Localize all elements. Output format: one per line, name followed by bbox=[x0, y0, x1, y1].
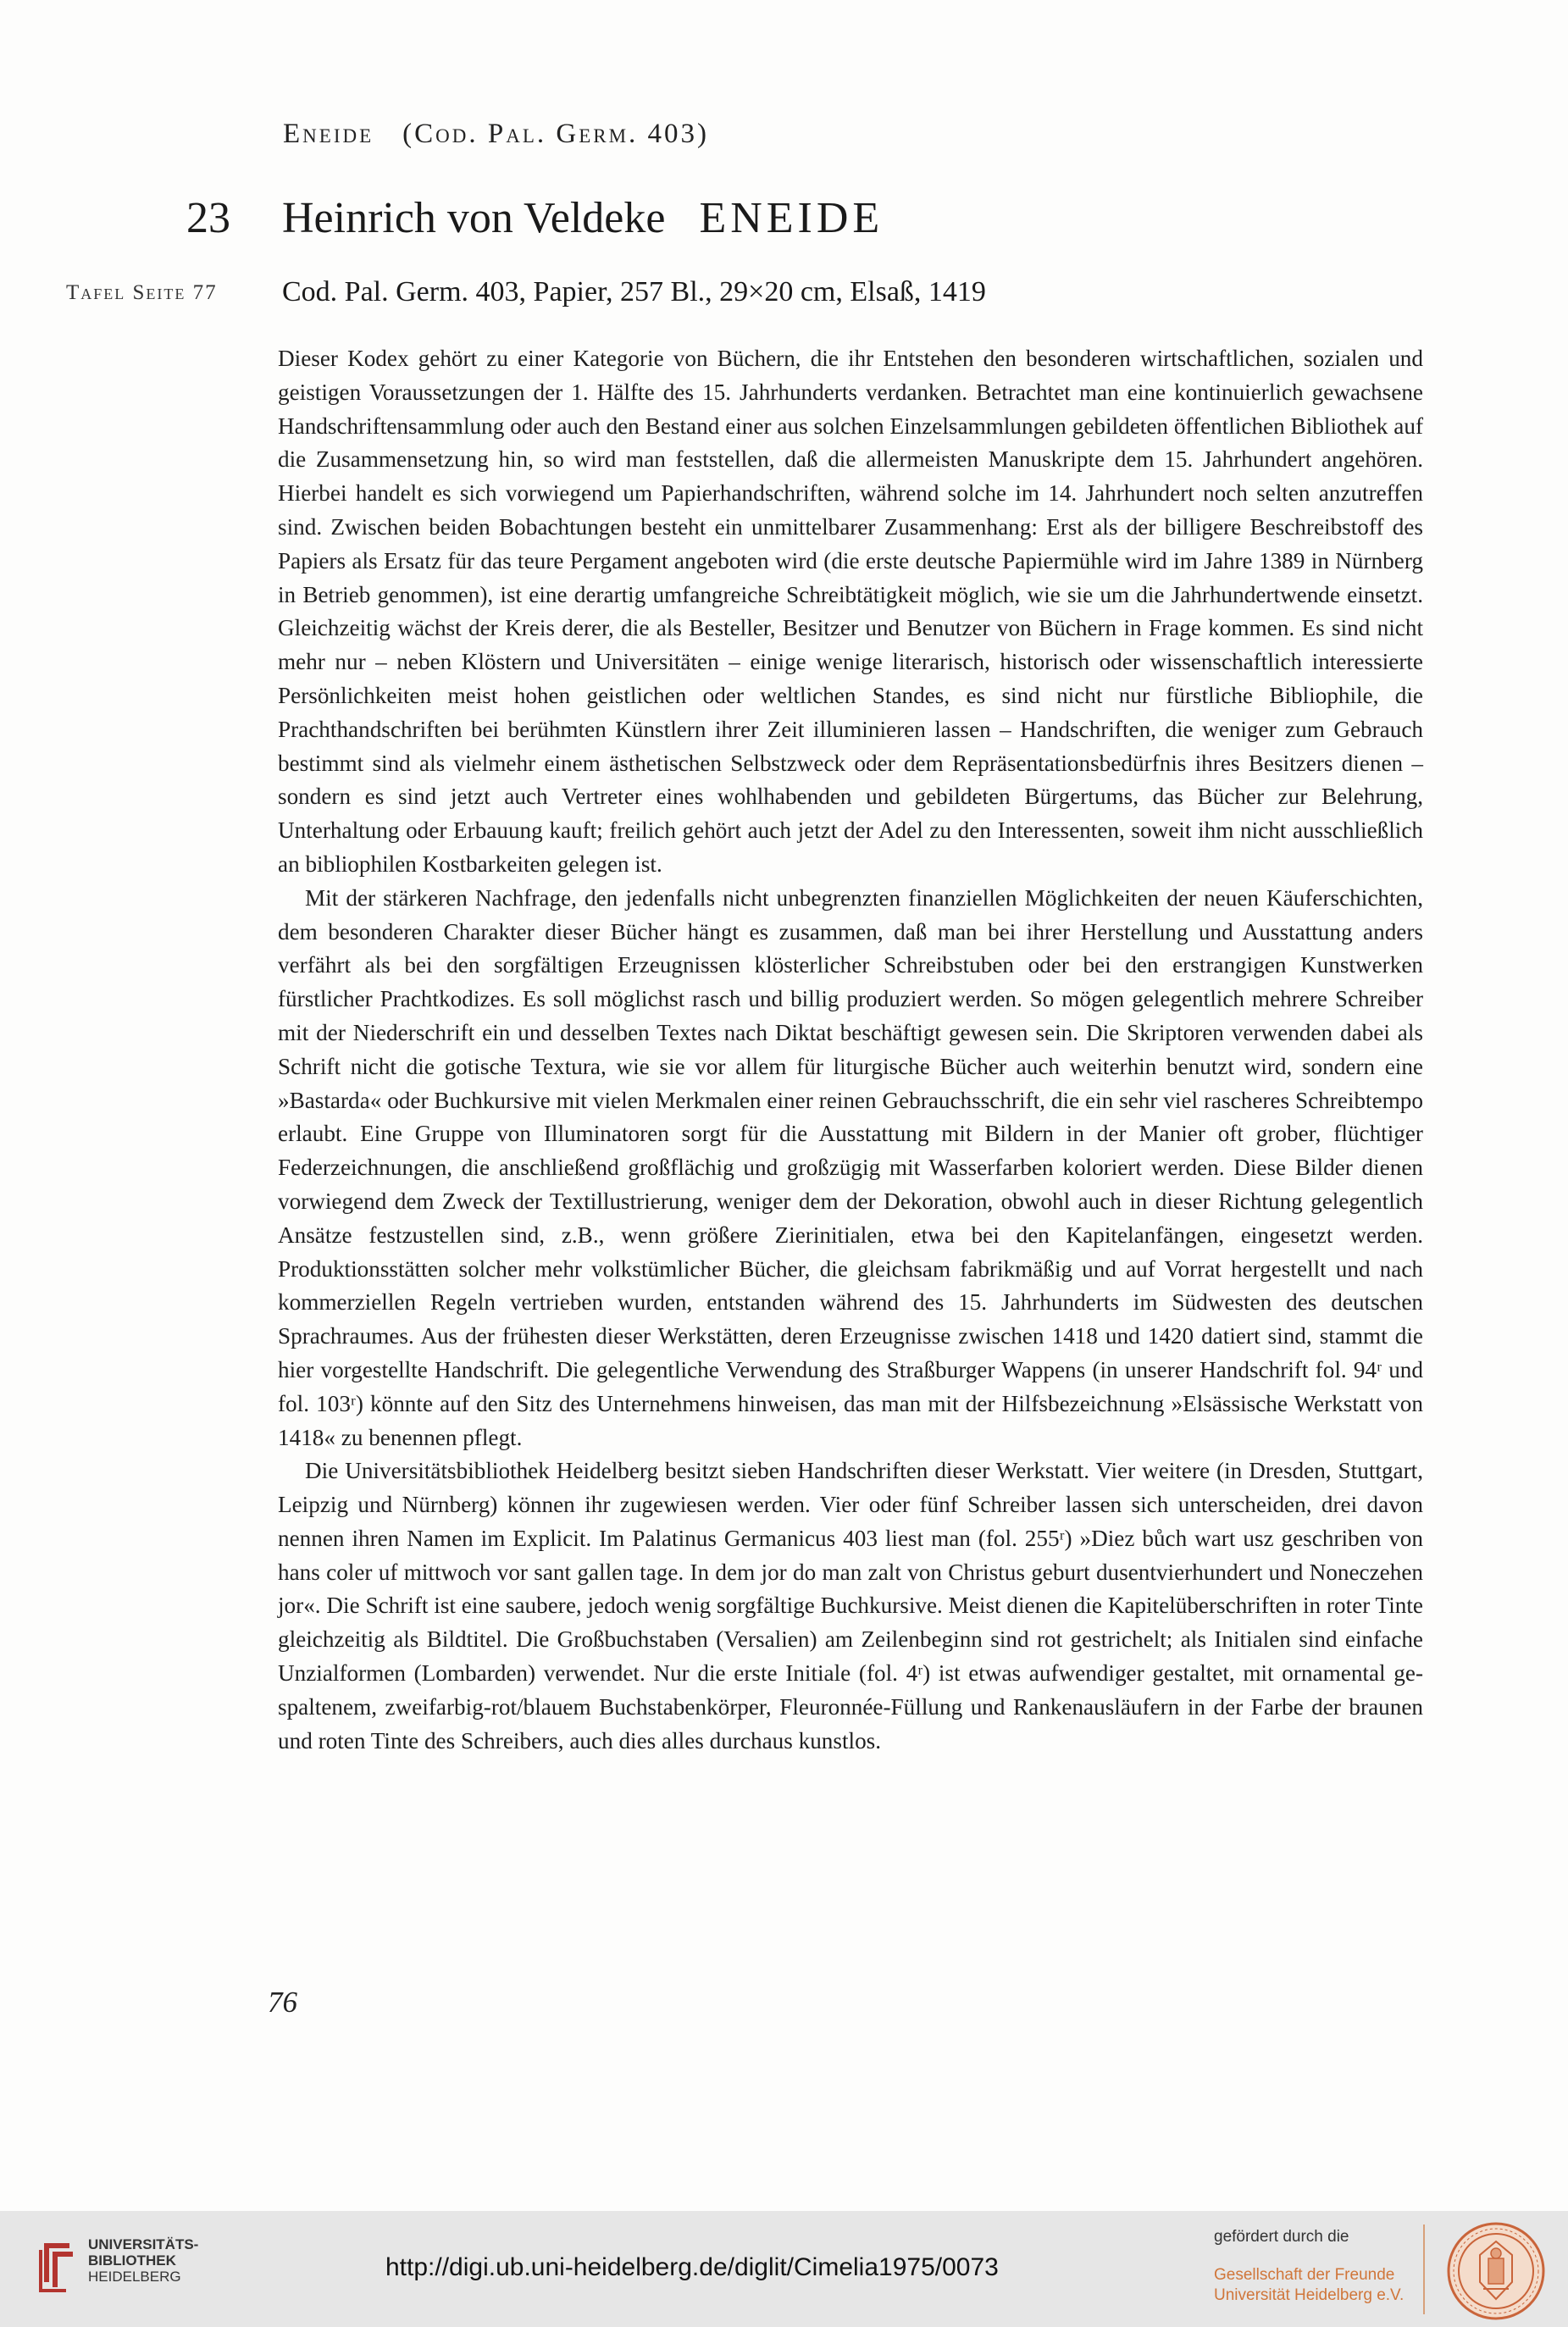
running-head-shelfmark: (Cod. Pal. Germ. 403) bbox=[402, 119, 710, 149]
footer-bar bbox=[0, 2211, 1568, 2327]
friends-society-line: Gesellschaft der Freunde bbox=[1214, 2266, 1395, 2284]
entry-author: Heinrich von Veldeke bbox=[282, 194, 666, 242]
running-head bbox=[283, 119, 738, 150]
friends-society-line: Universität Heidelberg e.V. bbox=[1214, 2286, 1405, 2304]
running-head-title: Eneide bbox=[283, 119, 374, 149]
catalog-description: Cod. Pal. Germ. 403, Papier, 257 Bl., 29×20 cm, Elsaß, 1419 bbox=[282, 276, 986, 307]
body-text bbox=[278, 342, 1423, 1758]
page-number: 76 bbox=[268, 1986, 297, 2019]
entry-number: 23 bbox=[186, 194, 230, 242]
university-seal-icon bbox=[1446, 2221, 1546, 2321]
paragraph: Die Universitätsbibliothek Heidelberg besitzt sieben Handschriften dieser Werkstatt. Vier weitere (in Dresden, Stuttgart, Leipzig und Nürnberg) können ihr zugewiesen werden. Vier oder fünf Schreiber lassen sich unterscheiden, drei davon nennen ihren Namen im Explicit. Im Palatinus Germanicus 403 liest man (fol. 255ʳ) »Diez bůch wart usz geschriben von hans coler uf mittwoch vor sant gallen tage. In dem jor do man zalt von Christus geburt dusentvierhundert und Noneczehen jor«. Die Schrift ist eine saubere, jedoch wenig sorgfältige Buchkursive. Meist dienen die Kapitelüberschriften in roter Tinte gleichzeitig als Bildtitel. Die Großbuchstaben (Versalien) am Zeilenbeginn sind rot gestrichelt; als Initialen sind einfache Unzialformen (Lombarden) verwendet. Nur die erste Initiale (fol. 4ʳ) ist etwas aufwendiger gestaltet, mit ornamental gespaltenem, zweifarbig-rot/blauem Buchstabenkörper, Fleuronnée-Füllung und Rankenausläufern in der Farbe der braunen und roten Tinte des Schreibers, auch dies alles durchaus kunstlos. bbox=[278, 1458, 1423, 1754]
footer-divider bbox=[1423, 2225, 1425, 2314]
plate-reference: Tafel Seite 77 bbox=[66, 281, 218, 304]
library-name-line: HEIDELBERG bbox=[88, 2269, 181, 2285]
library-name-line: BIBLIOTHEK bbox=[88, 2252, 176, 2269]
friends-society-name[interactable] bbox=[1214, 2265, 1404, 2306]
entry-title bbox=[282, 193, 884, 243]
ub-heidelberg-logo-icon[interactable] bbox=[36, 2238, 76, 2292]
paragraph: Dieser Kodex gehört zu einer Kategorie von Büchern, die ihr Entstehen den besonderen wirtschaftlichen, sozialen und geistigen Voraussetzungen der 1. Hälfte des 15. Jahrhunderts verdanken. Betrachtet man eine kontinuierlich gewachsene Handschriftensammlung oder auch den Bestand einer aus solchen Einzelsammlungen gebildeten öffentlichen Bibliothek auf die Zusammensetzung hin, so wird man feststellen, daß die allermeisten Manuskripte dem 15. Jahrhundert angehören. Hierbei handelt es sich vorwiegend um Papierhandschriften, während solche im 14. Jahrhundert noch selten anzutreffen sind. Zwischen beiden Bobachtungen besteht ein unmittelbarer Zusammenhang: Erst als der billigere Beschreibstoff des Papiers als Ersatz für das teure Pergament angeboten wird (die erste deutsche Papiermühle wird im Jahre 1389 in Nürnberg in Betrieb genommen), ist eine derartig umfangreiche Schreibtätigkeit möglich, wie sie um die Jahrhundertwende einsetzt. Gleichzeitig wächst der Kreis derer, die als Besteller, Besitzer und Benutzer von Büchern in Frage kommen. Es sind nicht mehr nur – neben Klöstern und Universitäten – einige wenige literarisch, historisch oder wissenschaftlich interessierte Persönlichkeiten meist hohen geistlichen oder weltlichen Standes, es sind nicht nur fürstliche Bibliophile, die Prachthandschriften bei berühmten Künstlern ihrer Zeit illuminieren lassen – Handschriften, die weniger zum Gebrauch bestimmt sind als vielmehr einem ästhetischen Selbstzweck oder dem Repräsentationsbedürfnis ihres Besitzers dienen – sondern es sind jetzt auch Vertreter eines wohlhabenden und gebildeten Bürgertums, das Bücher zur Belehrung, Unterhaltung oder Erbauung kauft; freilich gehört auch jetzt der Adel zu den Interessenten, soweit ihm nicht ausschließlich an bibliophilen Kostbarkeiten gelegen ist. bbox=[278, 346, 1423, 877]
paragraph: Mit der stärkeren Nachfrage, den jedenfalls nicht unbegrenzten finanziellen Möglichkeiten der neuen Käuferschichten, dem besonderen Charakter dieser Bücher hängt es zusammen, daß man bei ihrer Herstellung und Ausstattung anders verfährt als bei den sorgfältigen Erzeugnissen klösterlicher Schreibstuben oder bei den erstrangigen Kunstwerken fürstlicher Prachtkodizes. Es soll möglichst rasch und billig produziert werden. So mögen gelegentlich mehrere Schreiber mit der Niederschrift ein und desselben Textes nach Diktat beschäftigt gewesen sein. Die Skriptoren verwenden dabei als Schrift nicht die gotische Textura, wie sie vor allem für liturgische Bücher auch weiterhin benutzt wird, sondern eine »Bastarda« oder Buchkursive mit vielen Merkmalen einer reinen Gebrauchsschrift, die ein sehr viel rascheres Schreibtempo erlaubt. Eine Gruppe von Illuminatoren sorgt für die Ausstattung mit Bildern in der Manier oft grober, flüchtiger Federzeichnungen, die anschließend großflächig und großzügig mit Wasserfarben koloriert werden. Diese Bilder dienen vorwiegend dem Zweck der Textillustrierung, weniger dem der Dekoration, obwohl auch in dieser Richtung gelegentlich Ansätze festzustellen sind, z.B., wenn größere Zierinitialen, etwa bei den Kapitelanfängen, eingesetzt werden. Produktionsstätten solcher mehr volkstümlicher Bücher, die gleichsam fabrikmäßig und auf Vorrat hergestellt und nach kommerziellen Regeln vertrieben wurden, entstanden während des 15. Jahrhunderts im Südwesten des deutschen Sprachraumes. Aus der frühesten dieser Werkstätten, deren Erzeugnisse zwischen 1418 und 1420 datiert sind, stammt die hier vorgestellte Handschrift. Die gelegentliche Verwendung des Straßburger Wappens (in unserer Handschrift fol. 94ʳ und fol. 103ʳ) könnte auf den Sitz des Unternehmens hinweisen, das man mit der Hilfsbezeichnung »Elsässische Werkstatt von 1418« zu benennen pflegt. bbox=[278, 884, 1423, 1450]
entry-work-title: ENEIDE bbox=[699, 194, 884, 242]
library-name[interactable] bbox=[88, 2236, 198, 2285]
funded-by-label: gefördert durch die bbox=[1214, 2228, 1349, 2246]
library-name-line: UNIVERSITÄTS- bbox=[88, 2236, 199, 2252]
digital-copy-link[interactable]: http://digi.ub.uni-heidelberg.de/diglit/Cimelia1975/0073 bbox=[385, 2253, 999, 2281]
